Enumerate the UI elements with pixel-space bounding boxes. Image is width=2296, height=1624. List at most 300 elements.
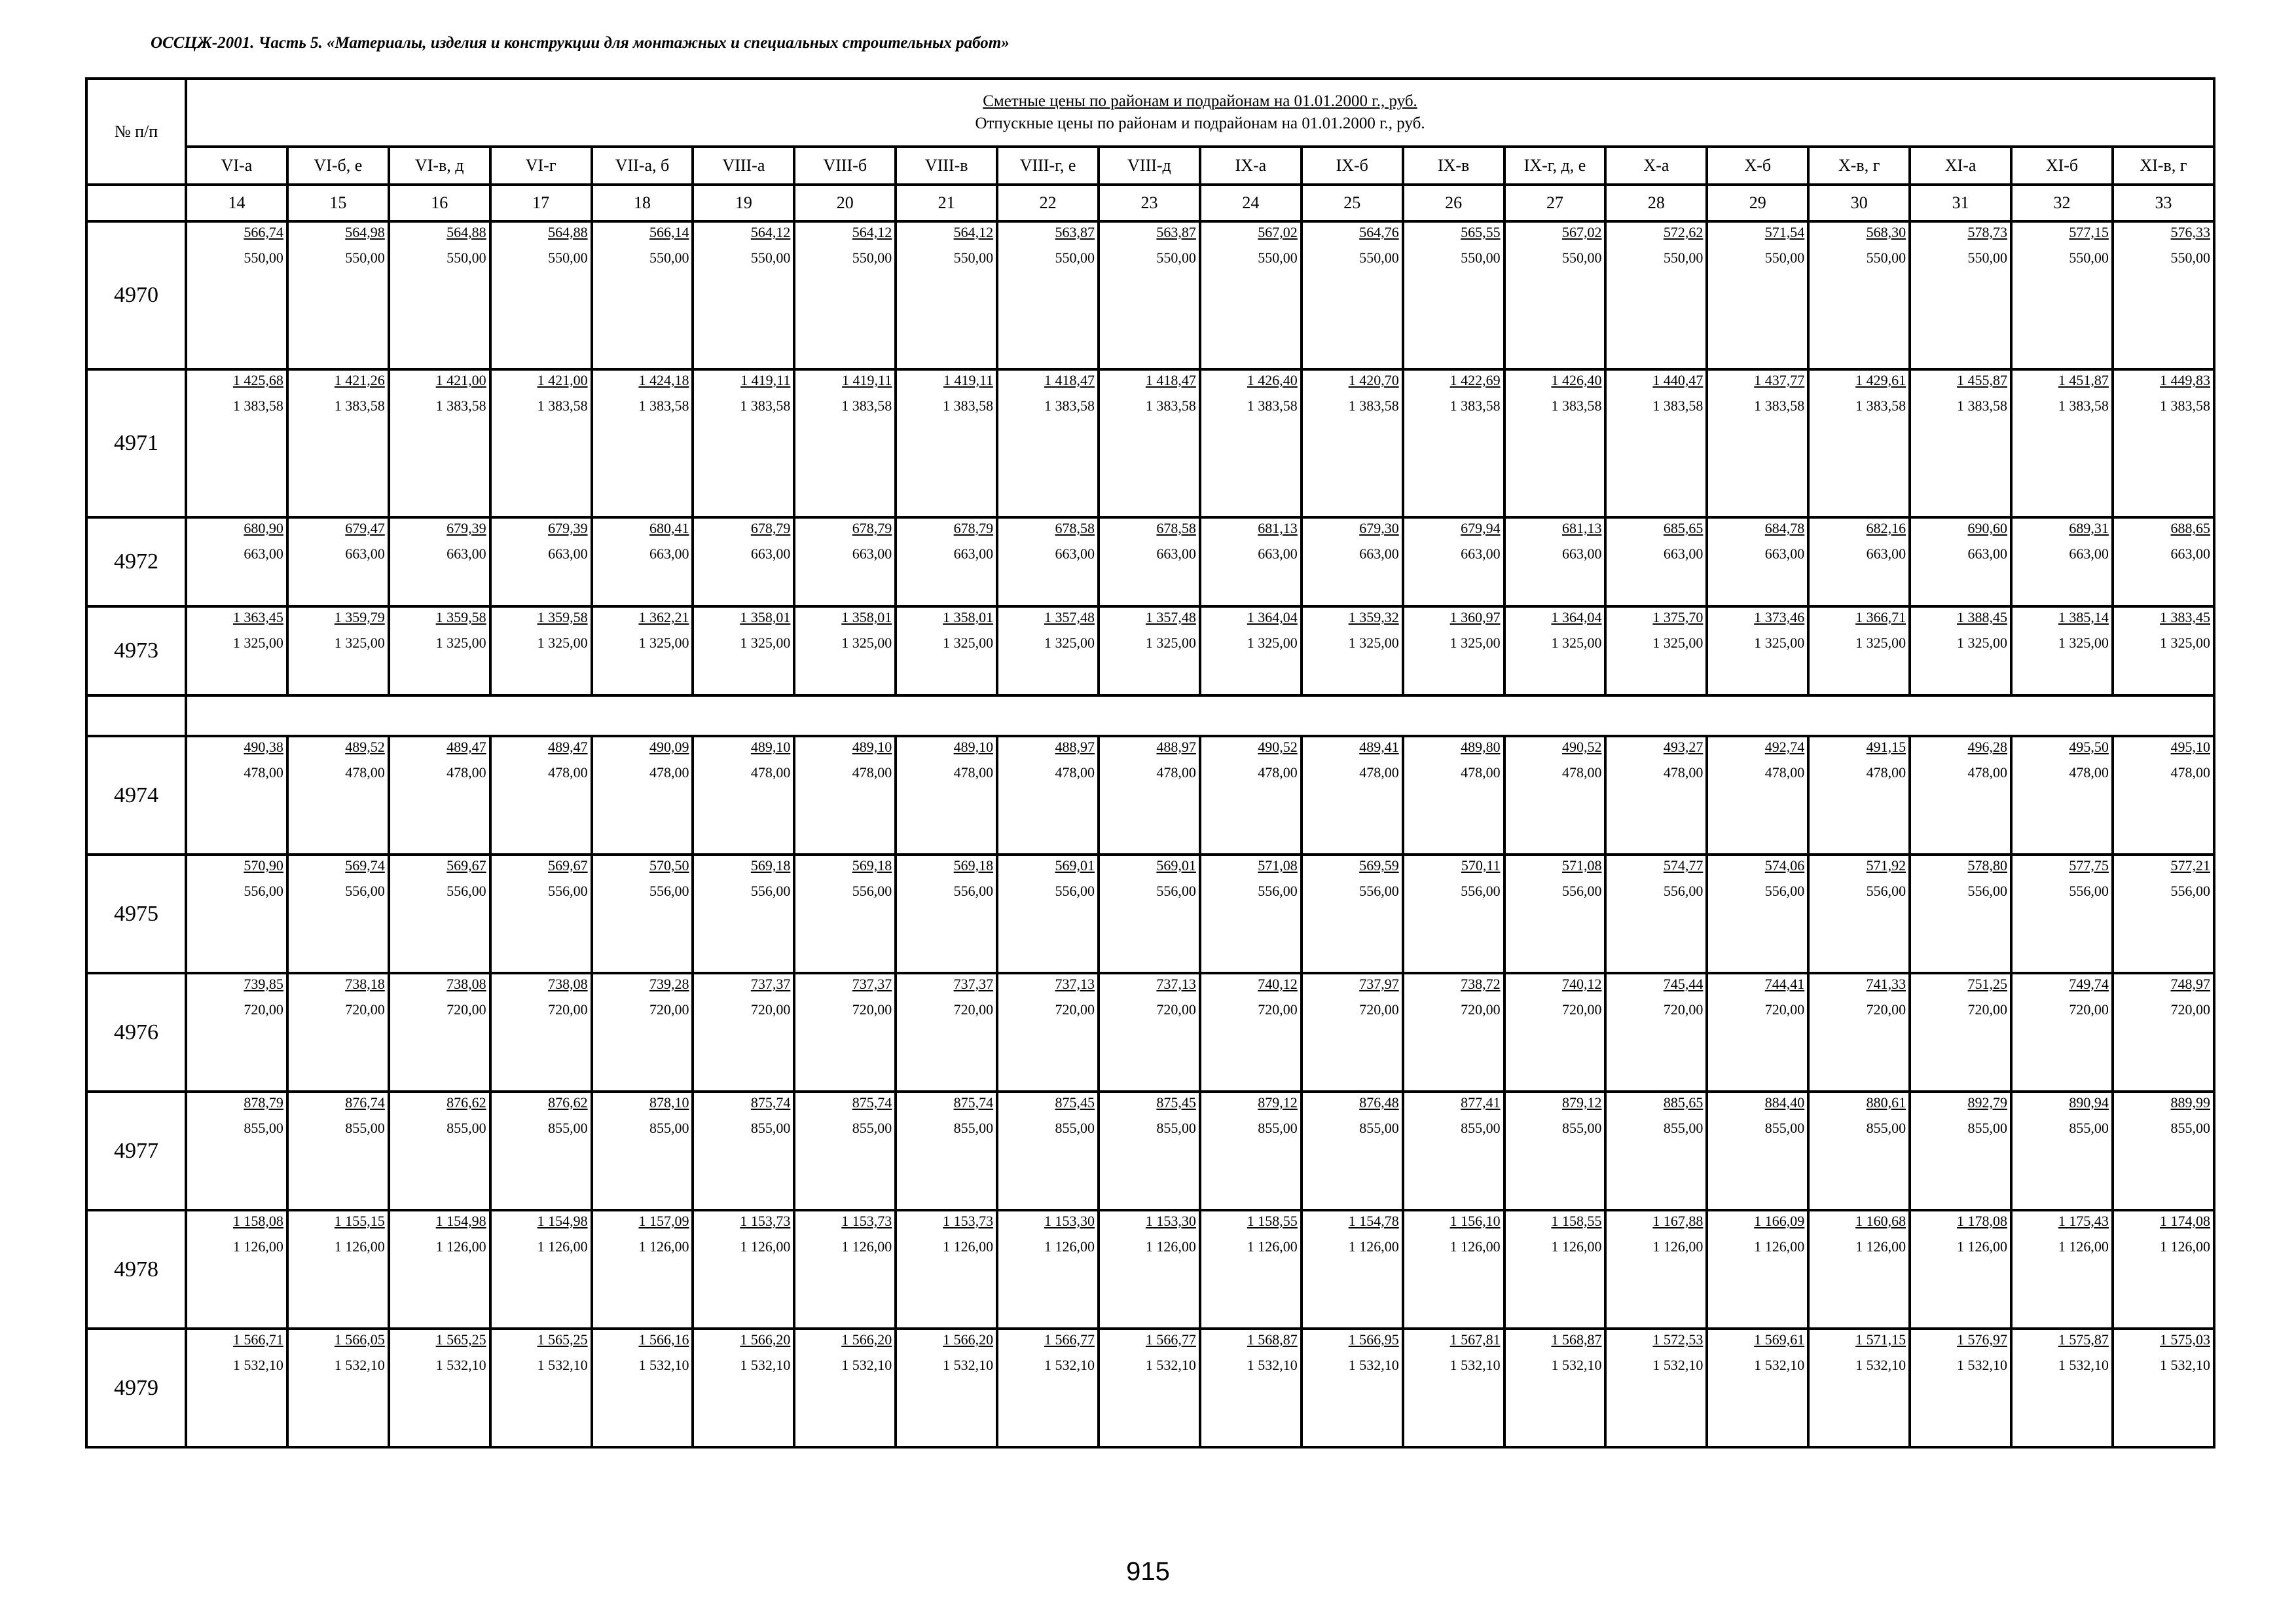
estimate-price: 489,47 bbox=[446, 739, 486, 755]
estimate-price: 564,88 bbox=[446, 224, 486, 240]
release-price: 1 126,00 bbox=[943, 1238, 994, 1255]
estimate-price: 1 154,98 bbox=[537, 1213, 588, 1229]
price-cell bbox=[2011, 855, 2113, 973]
price-cell bbox=[1200, 606, 1302, 695]
price-cell bbox=[287, 855, 389, 973]
estimate-price: 740,12 bbox=[1561, 976, 1602, 992]
estimate-price: 570,90 bbox=[244, 857, 283, 874]
column-number: 22 bbox=[997, 185, 1099, 221]
estimate-price: 489,52 bbox=[345, 739, 385, 755]
price-cell bbox=[389, 855, 490, 973]
release-price: 720,00 bbox=[1561, 1001, 1602, 1018]
price-cell bbox=[1808, 1092, 1910, 1210]
release-price: 556,00 bbox=[2069, 883, 2109, 899]
estimate-price: 488,97 bbox=[1156, 739, 1196, 755]
price-cell bbox=[1200, 1329, 1302, 1447]
price-cell bbox=[490, 1210, 592, 1329]
column-number: 25 bbox=[1302, 185, 1403, 221]
release-price: 478,00 bbox=[1461, 764, 1501, 781]
release-price: 1 383,58 bbox=[334, 397, 385, 414]
column-number-row bbox=[86, 185, 2214, 221]
estimate-price: 492,74 bbox=[1764, 739, 1805, 755]
estimate-price: 689,31 bbox=[2069, 520, 2109, 536]
price-cell bbox=[389, 736, 490, 855]
release-price: 550,00 bbox=[1967, 249, 2008, 266]
price-cell bbox=[1099, 221, 1200, 369]
estimate-price: 879,12 bbox=[1258, 1094, 1298, 1111]
price-cell bbox=[2011, 1092, 2113, 1210]
price-cell bbox=[1707, 736, 1808, 855]
price-cell bbox=[1099, 606, 1200, 695]
release-price: 556,00 bbox=[446, 883, 486, 899]
release-price: 1 126,00 bbox=[841, 1238, 892, 1255]
price-cell bbox=[1605, 973, 1707, 1092]
release-price: 720,00 bbox=[548, 1001, 588, 1018]
release-price: 1 325,00 bbox=[841, 635, 892, 651]
estimate-price: 681,13 bbox=[1258, 520, 1298, 536]
estimate-price: 679,47 bbox=[345, 520, 385, 536]
estimate-price: 569,67 bbox=[548, 857, 588, 874]
estimate-price: 1 418,47 bbox=[1044, 372, 1095, 388]
estimate-price: 1 437,77 bbox=[1754, 372, 1805, 388]
release-price: 556,00 bbox=[1561, 883, 1602, 899]
price-cell bbox=[490, 973, 592, 1092]
price-cell bbox=[794, 973, 896, 1092]
price-cell bbox=[1302, 855, 1403, 973]
release-price: 1 532,10 bbox=[2058, 1357, 2109, 1373]
estimate-price: 1 566,71 bbox=[232, 1331, 283, 1348]
price-cell bbox=[1707, 606, 1808, 695]
release-price: 550,00 bbox=[1055, 249, 1095, 266]
estimate-price: 1 568,87 bbox=[1551, 1331, 1602, 1348]
table-row bbox=[86, 221, 2214, 369]
price-cell bbox=[1302, 606, 1403, 695]
row-number: 4978 bbox=[86, 1210, 186, 1329]
release-price: 663,00 bbox=[1561, 545, 1602, 562]
estimate-price: 1 158,08 bbox=[232, 1213, 283, 1229]
price-cell bbox=[1910, 855, 2011, 973]
price-cell bbox=[1302, 517, 1403, 606]
estimate-price: 1 160,68 bbox=[1855, 1213, 1906, 1229]
estimate-price: 1 158,55 bbox=[1247, 1213, 1298, 1229]
release-price: 550,00 bbox=[244, 249, 283, 266]
column-number: 17 bbox=[490, 185, 592, 221]
estimate-price: 892,79 bbox=[1967, 1094, 2008, 1111]
estimate-price: 737,13 bbox=[1156, 976, 1196, 992]
price-cell bbox=[1605, 517, 1707, 606]
table-row bbox=[86, 606, 2214, 695]
price-cell bbox=[186, 973, 287, 1092]
release-price: 1 325,00 bbox=[1348, 635, 1399, 651]
price-cell bbox=[896, 517, 997, 606]
price-cell bbox=[1504, 736, 1606, 855]
estimate-price: 1 363,45 bbox=[232, 609, 283, 625]
price-cell bbox=[1808, 606, 1910, 695]
column-number: 28 bbox=[1605, 185, 1707, 221]
release-price: 663,00 bbox=[1967, 545, 2008, 562]
price-cell bbox=[1302, 1329, 1403, 1447]
release-price: 556,00 bbox=[1156, 883, 1196, 899]
estimate-price: 490,09 bbox=[649, 739, 689, 755]
estimate-price: 1 153,30 bbox=[1044, 1213, 1095, 1229]
estimate-price: 1 429,61 bbox=[1855, 372, 1906, 388]
region-header: XI-б bbox=[2011, 147, 2113, 185]
release-price: 663,00 bbox=[1663, 545, 1704, 562]
price-cell bbox=[490, 221, 592, 369]
release-price: 556,00 bbox=[852, 883, 892, 899]
price-cell bbox=[896, 1092, 997, 1210]
estimate-price: 1 154,98 bbox=[435, 1213, 486, 1229]
price-cell bbox=[1200, 517, 1302, 606]
release-price: 1 383,58 bbox=[1754, 397, 1805, 414]
release-price: 720,00 bbox=[953, 1001, 994, 1018]
price-cell bbox=[2113, 855, 2214, 973]
release-price: 1 532,10 bbox=[1348, 1357, 1399, 1373]
price-cell bbox=[1504, 221, 1606, 369]
release-price: 720,00 bbox=[2069, 1001, 2109, 1018]
price-cell bbox=[1605, 1329, 1707, 1447]
price-cell bbox=[1808, 973, 1910, 1092]
region-header: XI-в, г bbox=[2113, 147, 2214, 185]
release-price: 1 325,00 bbox=[2160, 635, 2211, 651]
release-price: 855,00 bbox=[1055, 1120, 1095, 1136]
price-cell bbox=[1403, 221, 1504, 369]
table-row bbox=[86, 1329, 2214, 1447]
price-cell bbox=[693, 855, 794, 973]
price-cell bbox=[896, 1329, 997, 1447]
release-price: 550,00 bbox=[750, 249, 791, 266]
table-row bbox=[86, 973, 2214, 1092]
estimate-price: 679,39 bbox=[446, 520, 486, 536]
release-price: 720,00 bbox=[1764, 1001, 1805, 1018]
release-price: 1 325,00 bbox=[638, 635, 689, 651]
price-cell bbox=[287, 517, 389, 606]
release-price: 720,00 bbox=[1359, 1001, 1399, 1018]
release-price: 855,00 bbox=[1663, 1120, 1704, 1136]
price-cell bbox=[287, 973, 389, 1092]
release-price: 1 126,00 bbox=[1551, 1238, 1602, 1255]
release-price: 663,00 bbox=[1866, 545, 1906, 562]
price-cell bbox=[997, 1210, 1099, 1329]
price-cell bbox=[693, 973, 794, 1092]
estimate-price: 1 566,95 bbox=[1348, 1331, 1399, 1348]
price-cell bbox=[1707, 369, 1808, 517]
release-price: 720,00 bbox=[649, 1001, 689, 1018]
release-price: 1 383,58 bbox=[232, 397, 283, 414]
estimate-price: 1 576,97 bbox=[1957, 1331, 2008, 1348]
estimate-price: 739,28 bbox=[649, 976, 689, 992]
price-cell bbox=[389, 606, 490, 695]
estimate-price: 1 357,48 bbox=[1044, 609, 1095, 625]
price-table bbox=[85, 77, 2215, 1449]
release-price: 663,00 bbox=[1258, 545, 1298, 562]
table-row bbox=[86, 855, 2214, 973]
price-cell bbox=[1403, 606, 1504, 695]
price-cell bbox=[1910, 369, 2011, 517]
price-cell bbox=[1200, 855, 1302, 973]
price-cell bbox=[997, 1329, 1099, 1447]
price-cell bbox=[1302, 973, 1403, 1092]
estimate-price: 569,01 bbox=[1055, 857, 1095, 874]
estimate-price: 878,79 bbox=[244, 1094, 283, 1111]
estimate-price: 876,74 bbox=[345, 1094, 385, 1111]
region-header: VI-в, д bbox=[389, 147, 490, 185]
estimate-price: 1 569,61 bbox=[1754, 1331, 1805, 1348]
release-price: 556,00 bbox=[2170, 883, 2211, 899]
release-price: 1 126,00 bbox=[1449, 1238, 1501, 1255]
estimate-price: 1 358,01 bbox=[841, 609, 892, 625]
estimate-price: 876,62 bbox=[446, 1094, 486, 1111]
estimate-price: 1 418,47 bbox=[1145, 372, 1196, 388]
price-cell bbox=[2113, 221, 2214, 369]
release-price: 1 532,10 bbox=[1957, 1357, 2008, 1373]
estimate-price: 1 421,26 bbox=[334, 372, 385, 388]
estimate-price: 1 360,97 bbox=[1449, 609, 1501, 625]
release-price: 556,00 bbox=[1967, 883, 2008, 899]
region-header-row bbox=[86, 147, 2214, 185]
price-cell bbox=[287, 1210, 389, 1329]
estimate-price: 578,73 bbox=[1967, 224, 2008, 240]
estimate-price: 569,67 bbox=[446, 857, 486, 874]
estimate-price: 1 420,70 bbox=[1348, 372, 1399, 388]
estimate-price: 738,08 bbox=[446, 976, 486, 992]
release-price: 1 532,10 bbox=[1652, 1357, 1704, 1373]
release-price: 1 532,10 bbox=[1754, 1357, 1805, 1373]
release-price: 663,00 bbox=[1359, 545, 1399, 562]
price-cell bbox=[287, 221, 389, 369]
estimate-price: 571,92 bbox=[1866, 857, 1906, 874]
release-price: 1 325,00 bbox=[1551, 635, 1602, 651]
price-cell bbox=[186, 1092, 287, 1210]
price-cell bbox=[592, 736, 693, 855]
estimate-price: 495,50 bbox=[2069, 739, 2109, 755]
estimate-price: 1 566,77 bbox=[1044, 1331, 1095, 1348]
price-cell bbox=[2011, 973, 2113, 1092]
price-cell bbox=[896, 973, 997, 1092]
price-cell bbox=[287, 369, 389, 517]
estimate-price: 1 566,20 bbox=[740, 1331, 791, 1348]
release-price: 478,00 bbox=[345, 764, 385, 781]
price-cell bbox=[1707, 855, 1808, 973]
estimate-price: 737,13 bbox=[1055, 976, 1095, 992]
estimate-price: 1 567,81 bbox=[1449, 1331, 1501, 1348]
price-cell bbox=[997, 855, 1099, 973]
release-price: 556,00 bbox=[548, 883, 588, 899]
estimate-price: 1 156,10 bbox=[1449, 1213, 1501, 1229]
estimate-price: 1 364,04 bbox=[1551, 609, 1602, 625]
price-cell bbox=[896, 369, 997, 517]
region-header: VIII-д bbox=[1099, 147, 1200, 185]
price-cell bbox=[1605, 606, 1707, 695]
region-header: VI-а bbox=[186, 147, 287, 185]
estimate-price: 680,41 bbox=[649, 520, 689, 536]
estimate-price: 566,74 bbox=[244, 224, 283, 240]
price-cell bbox=[1099, 1092, 1200, 1210]
estimate-price: 490,52 bbox=[1561, 739, 1602, 755]
price-cell bbox=[1707, 221, 1808, 369]
release-price: 478,00 bbox=[649, 764, 689, 781]
release-price: 663,00 bbox=[345, 545, 385, 562]
row-number-header: № п/п bbox=[86, 79, 186, 185]
estimate-price: 682,16 bbox=[1866, 520, 1906, 536]
price-cell bbox=[997, 517, 1099, 606]
column-number: 24 bbox=[1200, 185, 1302, 221]
release-price: 478,00 bbox=[446, 764, 486, 781]
release-price: 663,00 bbox=[1156, 545, 1196, 562]
release-price: 478,00 bbox=[1055, 764, 1095, 781]
release-price: 556,00 bbox=[1764, 883, 1805, 899]
estimate-price: 1 359,32 bbox=[1348, 609, 1399, 625]
price-cell bbox=[2113, 517, 2214, 606]
release-price: 855,00 bbox=[1359, 1120, 1399, 1136]
estimate-price: 571,08 bbox=[1258, 857, 1298, 874]
price-cell bbox=[1403, 369, 1504, 517]
release-price: 478,00 bbox=[1764, 764, 1805, 781]
price-cell bbox=[693, 221, 794, 369]
price-cell bbox=[1504, 855, 1606, 973]
release-price: 550,00 bbox=[1866, 249, 1906, 266]
estimate-price: 489,80 bbox=[1461, 739, 1501, 755]
estimate-price: 1 153,73 bbox=[841, 1213, 892, 1229]
release-price: 720,00 bbox=[2170, 1001, 2211, 1018]
estimate-price: 678,58 bbox=[1156, 520, 1196, 536]
estimate-price: 496,28 bbox=[1967, 739, 2008, 755]
price-cell bbox=[1099, 736, 1200, 855]
price-cell bbox=[186, 369, 287, 517]
column-number: 21 bbox=[896, 185, 997, 221]
release-price: 1 126,00 bbox=[537, 1238, 588, 1255]
price-cell bbox=[794, 1210, 896, 1329]
estimate-price: 567,02 bbox=[1561, 224, 1602, 240]
release-price: 550,00 bbox=[446, 249, 486, 266]
release-price: 1 126,00 bbox=[2160, 1238, 2211, 1255]
estimate-price: 1 167,88 bbox=[1652, 1213, 1704, 1229]
table-row bbox=[86, 517, 2214, 606]
release-price: 1 126,00 bbox=[435, 1238, 486, 1255]
release-price: 1 532,10 bbox=[841, 1357, 892, 1373]
estimate-price: 489,47 bbox=[548, 739, 588, 755]
release-price: 1 383,58 bbox=[1551, 397, 1602, 414]
estimate-price: 1 422,69 bbox=[1449, 372, 1501, 388]
estimate-price: 565,55 bbox=[1461, 224, 1501, 240]
release-price: 720,00 bbox=[852, 1001, 892, 1018]
price-cell bbox=[1504, 517, 1606, 606]
price-cell bbox=[389, 973, 490, 1092]
estimate-price: 885,65 bbox=[1663, 1094, 1704, 1111]
column-number: 14 bbox=[186, 185, 287, 221]
estimate-price: 1 158,55 bbox=[1551, 1213, 1602, 1229]
release-price: 663,00 bbox=[2069, 545, 2109, 562]
estimate-price: 1 451,87 bbox=[2058, 372, 2109, 388]
price-cell bbox=[1302, 369, 1403, 517]
release-price: 1 383,58 bbox=[1449, 397, 1501, 414]
region-header: VI-б, е bbox=[287, 147, 389, 185]
price-cell bbox=[592, 606, 693, 695]
column-number: 18 bbox=[592, 185, 693, 221]
release-price: 556,00 bbox=[1258, 883, 1298, 899]
release-price: 1 126,00 bbox=[1145, 1238, 1196, 1255]
release-price: 1 126,00 bbox=[334, 1238, 385, 1255]
release-price: 478,00 bbox=[852, 764, 892, 781]
estimate-price: 1 426,40 bbox=[1551, 372, 1602, 388]
release-price: 720,00 bbox=[446, 1001, 486, 1018]
estimate-price: 1 154,78 bbox=[1348, 1213, 1399, 1229]
price-cell bbox=[794, 369, 896, 517]
price-cell bbox=[896, 221, 997, 369]
estimate-price: 875,74 bbox=[953, 1094, 994, 1111]
price-cell bbox=[1504, 973, 1606, 1092]
estimate-price: 678,58 bbox=[1055, 520, 1095, 536]
price-cell bbox=[1302, 221, 1403, 369]
price-cell bbox=[1910, 221, 2011, 369]
price-cell bbox=[389, 1092, 490, 1210]
price-cell bbox=[2011, 369, 2113, 517]
price-cell bbox=[592, 221, 693, 369]
release-price: 550,00 bbox=[649, 249, 689, 266]
price-cell bbox=[693, 369, 794, 517]
release-price: 550,00 bbox=[1461, 249, 1501, 266]
estimate-price: 1 174,08 bbox=[2160, 1213, 2211, 1229]
estimate-price: 1 575,03 bbox=[2160, 1331, 2211, 1348]
release-price: 550,00 bbox=[852, 249, 892, 266]
region-header: IX-в bbox=[1403, 147, 1504, 185]
price-cell bbox=[896, 606, 997, 695]
estimate-price: 570,11 bbox=[1461, 857, 1501, 874]
release-price: 663,00 bbox=[649, 545, 689, 562]
price-cell bbox=[2113, 1092, 2214, 1210]
column-number: 29 bbox=[1707, 185, 1808, 221]
release-price: 1 325,00 bbox=[1247, 635, 1298, 651]
region-header: IX-г, д, е bbox=[1504, 147, 1606, 185]
price-cell bbox=[997, 973, 1099, 1092]
release-price: 663,00 bbox=[1764, 545, 1805, 562]
estimate-price: 1 358,01 bbox=[740, 609, 791, 625]
estimate-price-caption: Сметные цены по районам и подрайонам на 01.01.2000 г., руб. bbox=[983, 92, 1417, 110]
release-price: 1 126,00 bbox=[1652, 1238, 1704, 1255]
release-price: 1 383,58 bbox=[1145, 397, 1196, 414]
release-price: 1 126,00 bbox=[638, 1238, 689, 1255]
price-cell bbox=[1605, 736, 1707, 855]
estimate-price: 569,01 bbox=[1156, 857, 1196, 874]
column-number: 23 bbox=[1099, 185, 1200, 221]
estimate-price: 564,12 bbox=[953, 224, 994, 240]
release-price: 1 383,58 bbox=[1855, 397, 1906, 414]
estimate-price: 681,13 bbox=[1561, 520, 1602, 536]
price-cell bbox=[1707, 1210, 1808, 1329]
estimate-price: 577,21 bbox=[2170, 857, 2211, 874]
estimate-price: 876,48 bbox=[1359, 1094, 1399, 1111]
estimate-price: 1 359,58 bbox=[435, 609, 486, 625]
estimate-price: 1 153,73 bbox=[943, 1213, 994, 1229]
price-cell bbox=[287, 606, 389, 695]
price-cell bbox=[1302, 736, 1403, 855]
estimate-price: 569,18 bbox=[852, 857, 892, 874]
release-price: 1 325,00 bbox=[232, 635, 283, 651]
release-price: 1 126,00 bbox=[1348, 1238, 1399, 1255]
price-cell bbox=[794, 606, 896, 695]
estimate-price: 751,25 bbox=[1967, 976, 2008, 992]
price-cell bbox=[997, 606, 1099, 695]
release-price: 550,00 bbox=[1258, 249, 1298, 266]
price-cell bbox=[1403, 973, 1504, 1092]
price-cell bbox=[1200, 973, 1302, 1092]
column-number: 33 bbox=[2113, 185, 2214, 221]
release-price: 478,00 bbox=[548, 764, 588, 781]
release-price: 1 325,00 bbox=[2058, 635, 2109, 651]
estimate-price: 574,06 bbox=[1764, 857, 1805, 874]
estimate-price: 569,59 bbox=[1359, 857, 1399, 874]
price-cell bbox=[186, 1329, 287, 1447]
